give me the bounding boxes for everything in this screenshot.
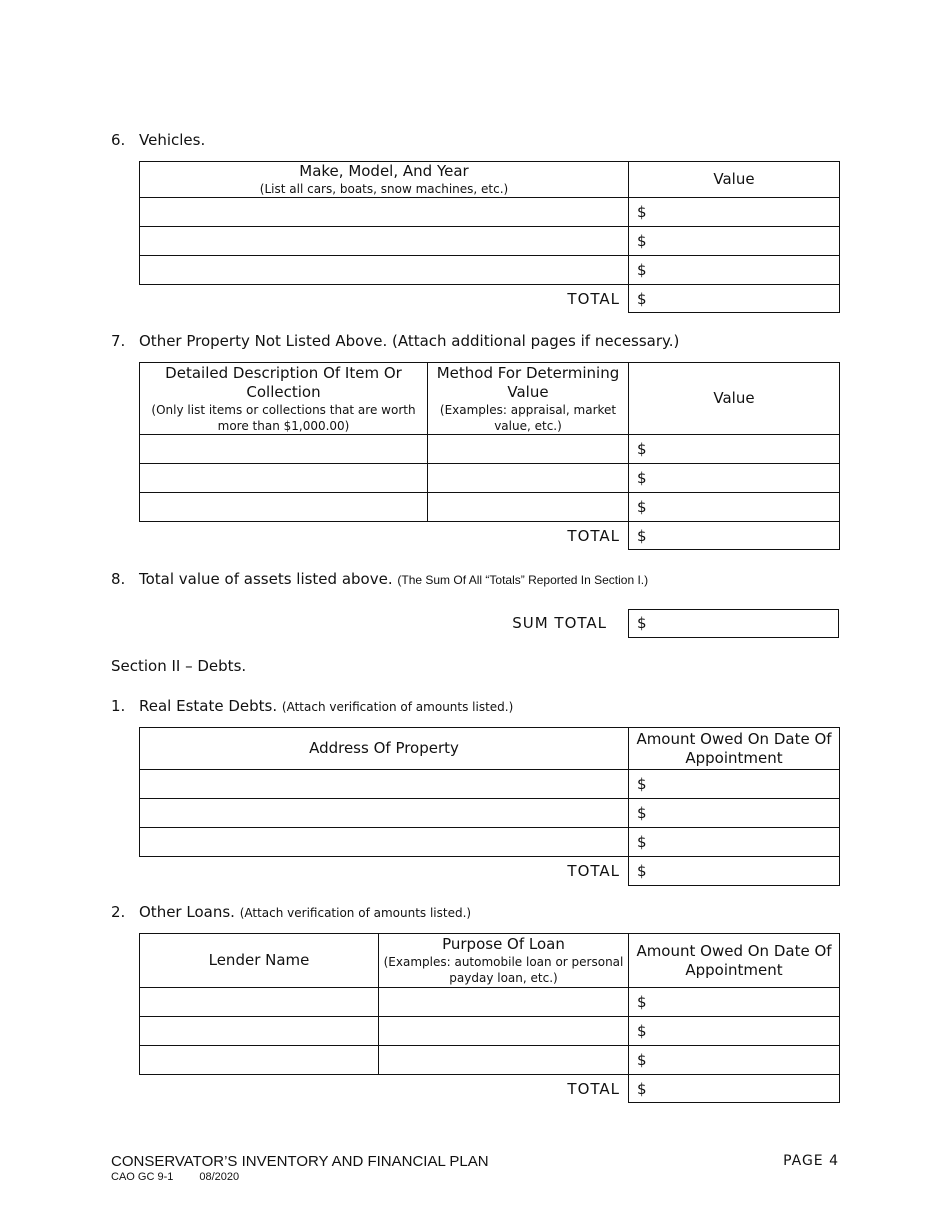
- real-estate-debts-table: [139, 727, 840, 886]
- total-label: TOTAL: [567, 289, 620, 308]
- column-header-label: Purpose Of Loan: [442, 935, 565, 953]
- total-label: TOTAL: [567, 862, 620, 881]
- sum-total-input[interactable]: $: [628, 609, 839, 638]
- amount-input-cell[interactable]: $: [629, 799, 840, 828]
- column-header: [140, 363, 428, 435]
- page-number: PAGE 4: [783, 1153, 839, 1169]
- amount-input-cell[interactable]: $: [629, 1046, 840, 1075]
- table-row: [140, 1017, 840, 1046]
- column-header-note: (Examples: appraisal, market value, etc.): [439, 402, 617, 433]
- value-input-cell[interactable]: $: [629, 464, 840, 493]
- section-number: 7.: [111, 332, 126, 350]
- amount-input-cell[interactable]: $: [629, 1017, 840, 1046]
- total-row: [140, 285, 840, 313]
- sum-total-label: SUM TOTAL: [512, 614, 607, 632]
- table-row: [140, 493, 840, 522]
- total-input-cell[interactable]: $: [629, 285, 840, 313]
- table-row: [140, 435, 840, 464]
- section-8-heading: [111, 570, 648, 588]
- table-row: [140, 227, 840, 256]
- column-header: [140, 162, 629, 198]
- section-title: Other Loans.: [139, 903, 235, 921]
- other-loans-table: [139, 933, 840, 1103]
- table-row: [140, 256, 840, 285]
- debts-1-heading: [111, 697, 513, 715]
- purpose-input-cell[interactable]: [379, 1046, 629, 1075]
- section-number: 8.: [111, 570, 126, 588]
- table-row: [140, 198, 840, 227]
- vehicle-input-cell[interactable]: [140, 256, 629, 285]
- amount-input-cell[interactable]: $: [629, 828, 840, 857]
- amount-input-cell[interactable]: $: [629, 770, 840, 799]
- table-row: [140, 464, 840, 493]
- section-number: 2.: [111, 903, 126, 921]
- purpose-input-cell[interactable]: [379, 988, 629, 1017]
- value-input-cell[interactable]: $: [629, 198, 840, 227]
- section-title: Real Estate Debts.: [139, 697, 278, 715]
- method-input-cell[interactable]: [428, 435, 629, 464]
- column-header: Value: [629, 363, 840, 435]
- description-input-cell[interactable]: [140, 493, 428, 522]
- total-input-cell[interactable]: $: [629, 522, 840, 550]
- section-number: 1.: [111, 697, 126, 715]
- column-header: Amount Owed On Date Of Appointment: [629, 934, 840, 988]
- total-label: TOTAL: [567, 1079, 620, 1098]
- value-input-cell[interactable]: $: [629, 256, 840, 285]
- table-row: [140, 828, 840, 857]
- section-note: (Attach verification of amounts listed.): [281, 700, 514, 714]
- table-row: [140, 799, 840, 828]
- total-label: TOTAL: [567, 526, 620, 545]
- total-row: [140, 857, 840, 886]
- vehicle-input-cell[interactable]: [140, 227, 629, 256]
- column-header-note: (Only list items or collections that are worth more than $1,000.00): [151, 402, 416, 433]
- value-input-cell[interactable]: $: [629, 435, 840, 464]
- section-title: Vehicles.: [139, 131, 206, 149]
- description-input-cell[interactable]: [140, 464, 428, 493]
- column-header-label: Make, Model, And Year: [299, 162, 469, 180]
- section-title: Total value of assets listed above.: [139, 570, 393, 588]
- amount-input-cell[interactable]: $: [629, 988, 840, 1017]
- section-title: Other Property Not Listed Above. (Attach additional pages if necessary.): [139, 332, 680, 350]
- column-header-note: (Examples: automobile loan or personal payday loan, etc.): [383, 955, 624, 985]
- purpose-input-cell[interactable]: [379, 1017, 629, 1046]
- other-property-table: [139, 362, 840, 550]
- lender-input-cell[interactable]: [140, 988, 379, 1017]
- lender-input-cell[interactable]: [140, 1017, 379, 1046]
- column-header-note: (List all cars, boats, snow machines, etc.): [259, 182, 509, 196]
- section-6-heading: [111, 131, 205, 149]
- section-note: (The Sum Of All “Totals” Reported In Section I.): [397, 573, 649, 587]
- description-input-cell[interactable]: [140, 435, 428, 464]
- debts-2-heading: [111, 903, 471, 921]
- footer-form-title: CONSERVATOR’S INVENTORY AND FINANCIAL PLAN: [111, 1153, 489, 1170]
- value-input-cell[interactable]: $: [629, 227, 840, 256]
- column-header-label: Method For Determining Value: [436, 363, 620, 401]
- footer-form-id: [111, 1171, 239, 1183]
- method-input-cell[interactable]: [428, 493, 629, 522]
- total-input-cell[interactable]: $: [629, 857, 840, 886]
- column-header: Lender Name: [140, 934, 379, 988]
- section-2-title: Section II – Debts.: [111, 657, 247, 675]
- address-input-cell[interactable]: [140, 799, 629, 828]
- table-row: [140, 1046, 840, 1075]
- vehicle-input-cell[interactable]: [140, 198, 629, 227]
- column-header: Address Of Property: [140, 728, 629, 770]
- form-date: 08/2020: [199, 1171, 240, 1183]
- table-row: [140, 770, 840, 799]
- column-header: Value: [629, 162, 840, 198]
- address-input-cell[interactable]: [140, 828, 629, 857]
- section-7-heading: [111, 332, 679, 350]
- lender-input-cell[interactable]: [140, 1046, 379, 1075]
- total-row: [140, 1075, 840, 1103]
- method-input-cell[interactable]: [428, 464, 629, 493]
- column-header: [379, 934, 629, 988]
- table-row: [140, 988, 840, 1017]
- section-note: (Attach verification of amounts listed.): [239, 906, 472, 920]
- value-input-cell[interactable]: $: [629, 493, 840, 522]
- column-header: [428, 363, 629, 435]
- address-input-cell[interactable]: [140, 770, 629, 799]
- section-number: 6.: [111, 131, 126, 149]
- form-id: CAO GC 9-1: [111, 1171, 174, 1183]
- column-header-label: Detailed Description Of Item Or Collection: [165, 363, 402, 401]
- column-header: Amount Owed On Date Of Appointment: [629, 728, 840, 770]
- total-input-cell[interactable]: $: [629, 1075, 840, 1103]
- vehicles-table: [139, 161, 840, 313]
- total-row: [140, 522, 840, 550]
